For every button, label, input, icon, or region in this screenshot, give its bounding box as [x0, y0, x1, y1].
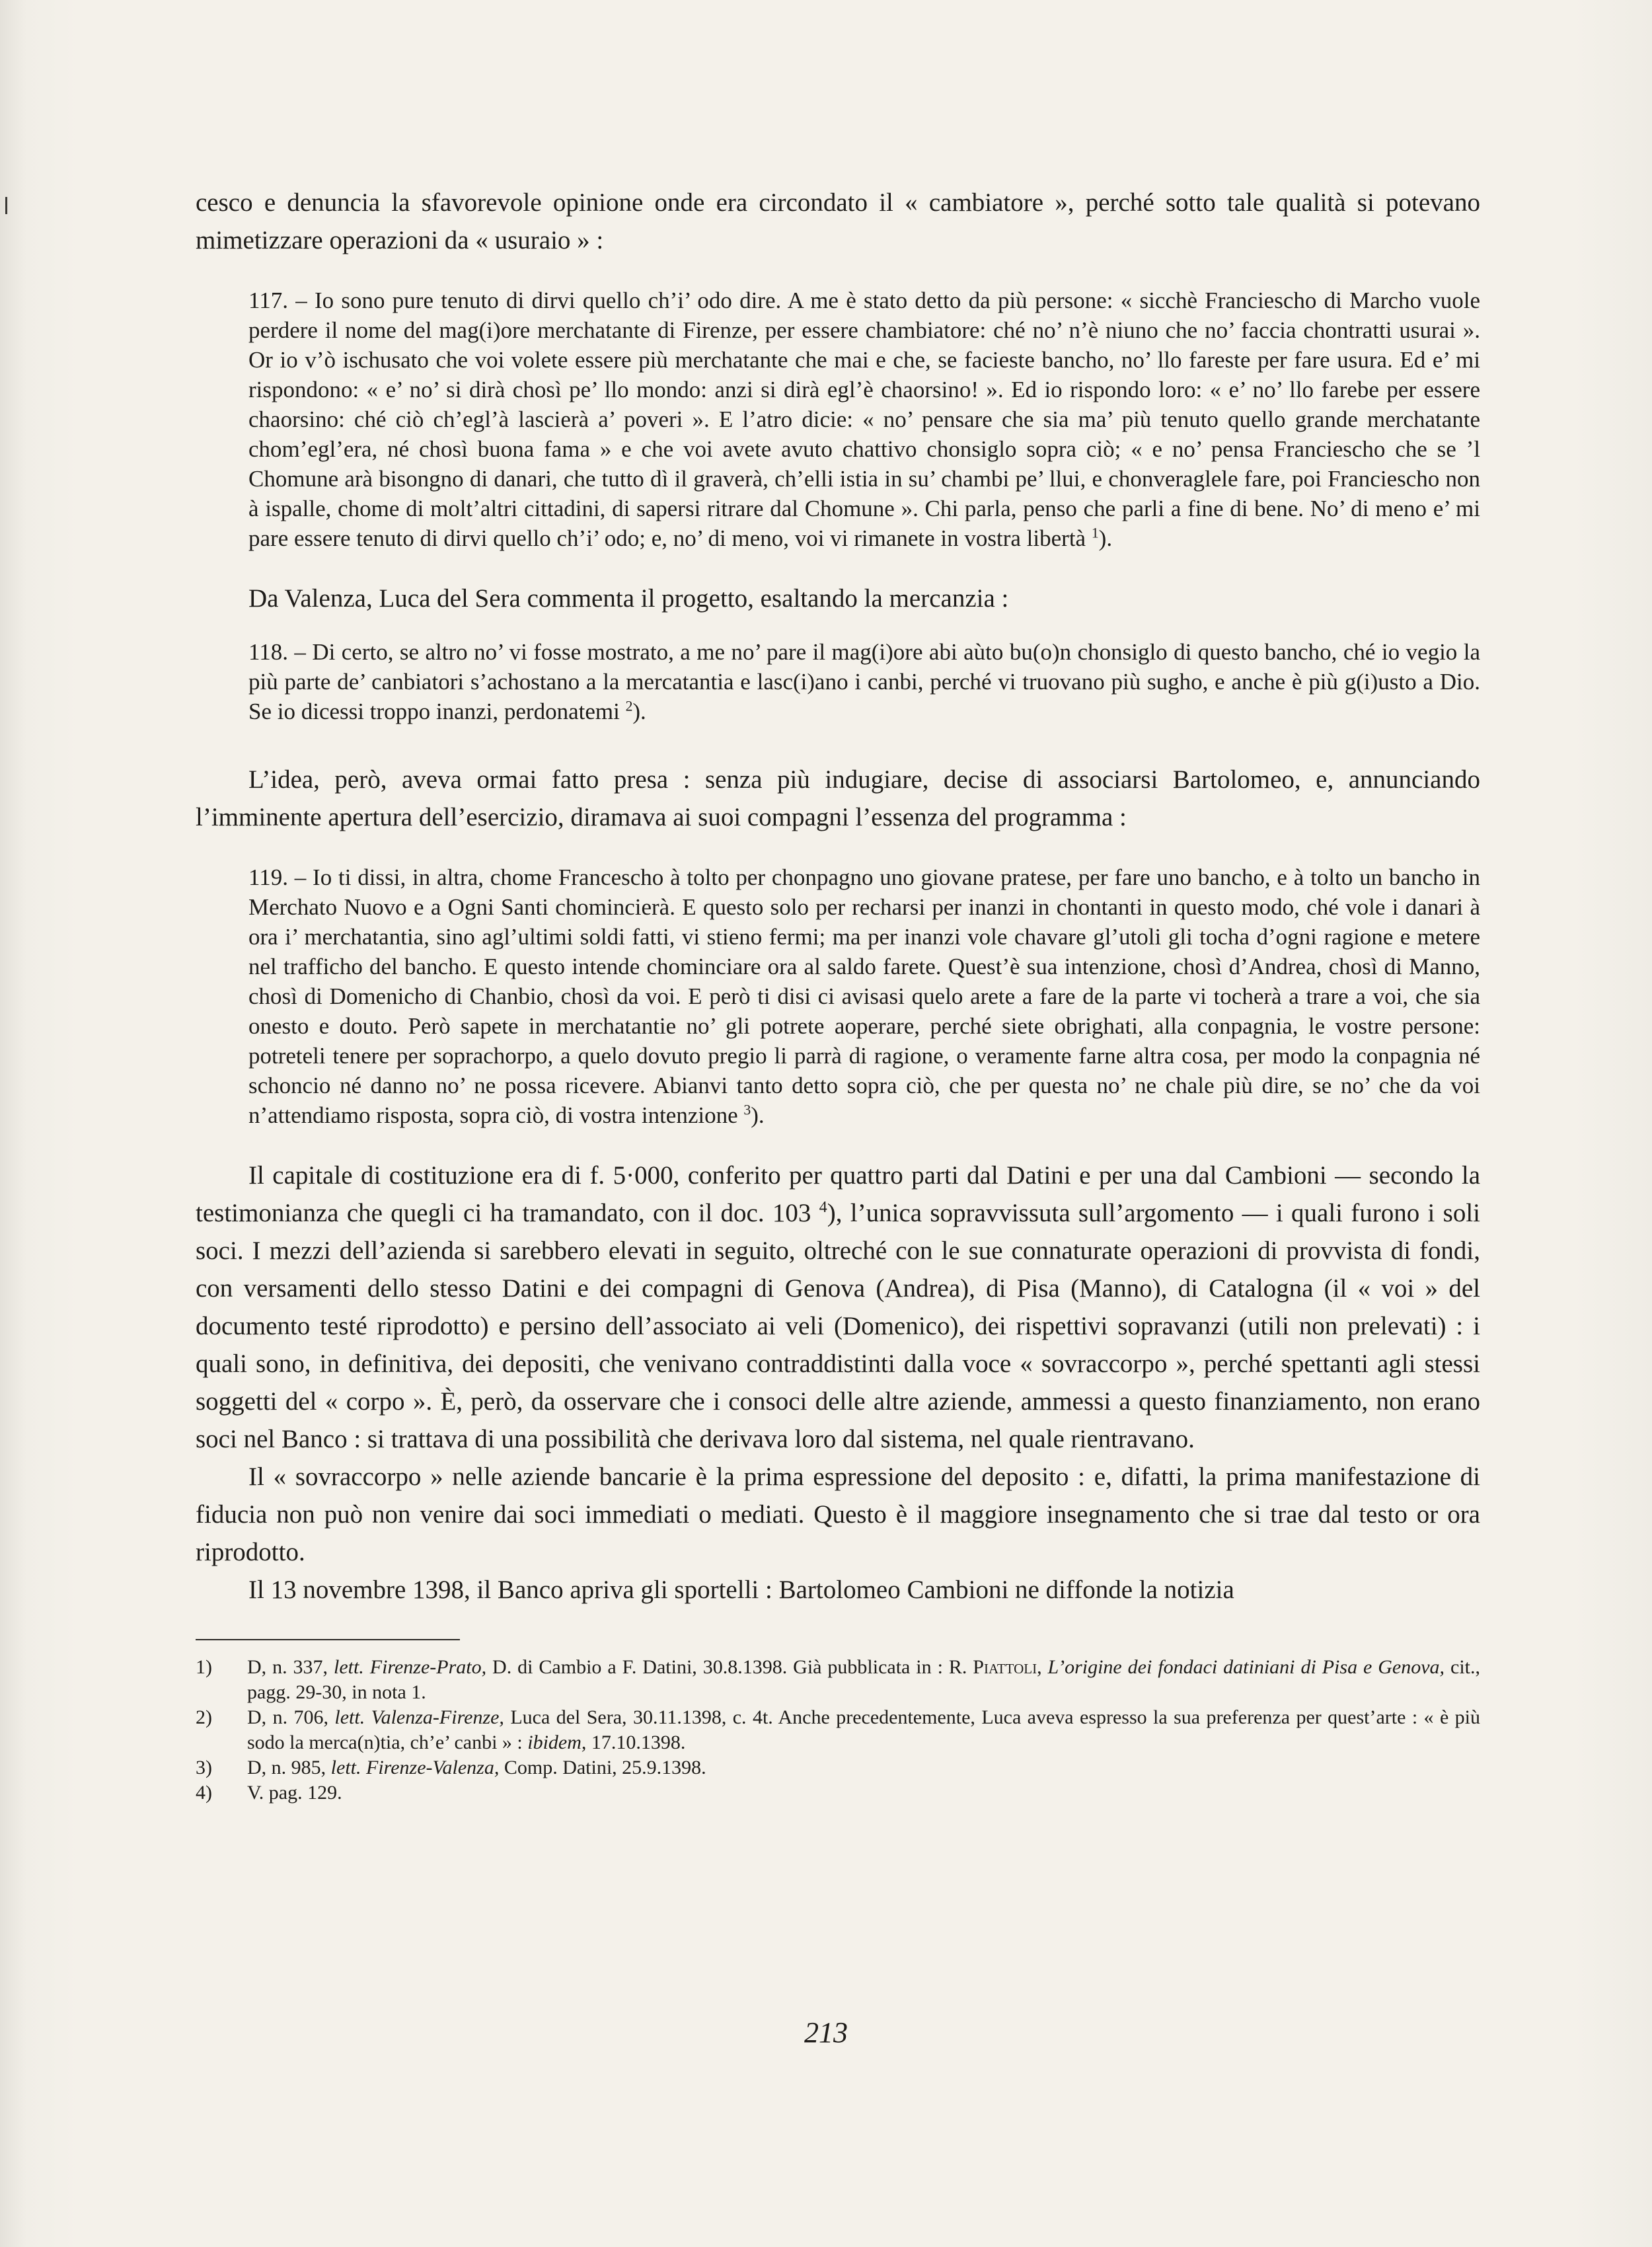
footnote-1	[196, 1655, 1480, 1705]
quote-doc-117-text: 117. – Io sono pure tenuto di dirvi quello ch’i’ odo dire. A me è stato detto da più persone: « sicchè Franciescho di Marcho vuole perdere il nome del mag(i)ore merchatante di Firenze, per essere chambiatore: ché no’ n’è niuno che no’ faccia chontratti usurai ». Or io v’ò ischusato che voi volete essere più merchatante che mai e che, se facieste bancho, no’ llo fareste per fare usura. Ed e’ mi rispondono: « e’ no’ si dirà chosì pe’ llo mondo: anzi si dirà egl’è chaorsino! ». Ed io rispondo loro: « e’ no’ llo farebe per essere chaorsino: ché ciò ch’egl’à lascierà a’ poveri ». E l’atro dicie: « no’ pensare che sia ma’ più tenuto quello grande merchatante chom’egl’era, né chosì buona fama » e che voi avete avuto chattivo chonsiglo sopra ciò; « e no’ pensa Franciescho che se ’l Chomune arà bisongno di danari, che tutto dì il graverà, ch’elli istia in su’ chambi pe’ llui, e chonveraglele fare, poi Franciescho non à ispalle, chome di molt’altri cittadini, di sapersi ritrare dal Chomune ». Chi parla, penso che parli a fine di bene. No’ di meno e’ mi pare essere tenuto di dirvi quello ch’i’ odo; e, no’ di meno, voi vi rimanete in vostra libertà	[248, 287, 1480, 551]
quote-doc-117-end: ).	[1098, 525, 1113, 551]
footnote-4-number: 4)	[196, 1782, 212, 1804]
page-content	[196, 184, 1480, 1806]
footnote-ref-2: 2	[625, 698, 633, 714]
footnote-rule	[196, 1639, 460, 1640]
footnote-2-mid: Luca del Sera, 30.11.1398, c. 4t. Anche precedentemente, Luca aveva espresso la sua preferenza per quest’arte : « è più sodo la merca(n)tia, ch’e’ canbi » :	[247, 1706, 1480, 1753]
quote-doc-117	[196, 286, 1480, 553]
footnote-3-italic-a: lett. Firenze-Valenza,	[330, 1757, 500, 1778]
footnote-4	[196, 1780, 1480, 1806]
quote-doc-119-end: ).	[751, 1102, 765, 1128]
intro-paragraph: cesco e denuncia la sfavorevole opinione onde era circondato il « cambiatore », perché sotto tale qualità si potevano mimetizzare operazioni da « usuraio » :	[196, 188, 1480, 254]
capitale-text-a: Il capitale di costituzione era di f. 5·000, conferito per quattro parti dal Datini e per una dal Cambioni — secondo la testimonianza che quegli ci ha tramandato, con il doc. 103	[196, 1161, 1480, 1227]
footnote-1-mid: D. di Cambio a F. Datini, 30.8.1398. Già pubblicata in : R.	[486, 1656, 973, 1678]
footnote-1-author: Piattoli	[973, 1656, 1037, 1678]
valenza-paragraph: Da Valenza, Luca del Sera commenta il progetto, esaltando la mercanzia :	[248, 584, 1009, 613]
footnote-1-post: cit., pagg. 29-30, in nota 1.	[247, 1656, 1480, 1703]
quote-doc-119-text: 119. – Io ti dissi, in altra, chome Francescho à tolto per chonpagno uno giovane pratese, per fare uno bancho, e à tolto un bancho in Merchato Nuovo e a Ogni Santi chomincierà. E questo solo per recharsi per inanzi in chontanti in questo modo, ché vole i danari à ora i’ merchatantia, sino agl’ultimi soldi fatti, vi stieno fermi; ma per inanzi vole chavare gl’utoli gli tocha d’ogni ragione e metere nel trafficho del bancho. E questo intende chominciare ora al saldo farete. Quest’è sua intenzione, chosì d’Andrea, chosì di Manno, chosì di Domenicho di Chanbio, chosì da voi. E però ti disi ci avisasi quelo arete a fare de la parte vi tocherà a trare a voi, che sia onesto e douto. Però sapete in merchatantie no’ gli potrete aoperare, perché siete obrighati, alla conpagnia, le vostre persone: potreteli tenere per soprachorpo, a quelo dovuto pregio li parrà di ragione, o veramente farne altra cosa, per modo la conpagnia né schoncio né danno no’ ne possa ricevere. Abianvi tanto detto sopra ciò, che per questa no’ ne chale più dire, se no’ che da voi n’attendiamo risposta, sopra ciò, di vostra intenzione	[248, 864, 1480, 1128]
footnote-2-italic-a: lett. Valenza-Firenze,	[334, 1706, 504, 1728]
footnote-1-italic-a: lett. Firenze-Prato,	[333, 1656, 487, 1678]
footnote-2	[196, 1705, 1480, 1755]
capitale-text-b: ), l’unica sopravvissuta sull’argomento — i quali furono i soli soci. I mezzi dell’azienda si sarebbero elevati in seguito, oltreché con le sue connaturate operazioni di provvista di fondi, con versamenti dello stesso Datini e dei compagni di Genova (Andrea), di Pisa (Manno), di Catalogna (il « voi » del documento testé riprodotto) e persino dell’associato ai veli (Domenico), dei rispettivi sopravanzi (utili non prelevati) : i quali sono, in definitiva, dei depositi, che venivano contraddistinti dalla voce « sovraccorpo », perché spettanti agli stessi soggetti del « corpo ». È, però, da osservare che i consoci delle altre aziende, ammessi a questo finanziamento, non erano soci nel Banco : si trattava di una possibilità che derivava loro dal sistema, nel quale rientravano.	[196, 1199, 1480, 1453]
margin-mark	[5, 197, 7, 214]
footnote-2-pre: D, n. 706,	[247, 1706, 335, 1728]
footnote-1-mid2: ,	[1037, 1656, 1048, 1678]
footnote-ref-4: 4	[819, 1198, 827, 1216]
footnote-2-number: 2)	[196, 1706, 212, 1728]
footnote-ref-1: 1	[1091, 525, 1099, 541]
quote-doc-118-text: 118. – Di certo, se altro no’ vi fosse mostrato, a me no’ pare il mag(i)ore abi aùto bu(o)n chonsiglo di questo bancho, ché io vegio la più parte de’ canbiatori s’achostano a la mercatantia e lasc(i)ano i canbi, perché vi truovano più sugho, e anche è più g(i)usto a Dio. Se io dicessi troppo inanzi, perdonatemi	[248, 639, 1480, 724]
quote-doc-119	[196, 862, 1480, 1130]
sovraccorpo-paragraph: Il « sovraccorpo » nelle aziende bancarie è la prima espressione del deposito : e, difatti, la prima manifestazione di fiducia non può non venire dai soci immediati o mediati. Questo è il maggiore insegnamento che si trae dal testo or ora riprodotto.	[196, 1463, 1480, 1566]
footnote-2-post: 17.10.1398.	[586, 1732, 686, 1753]
footnote-3	[196, 1755, 1480, 1780]
footnote-4-pre: V. pag. 129.	[247, 1782, 342, 1804]
idea-paragraph: L’idea, però, aveva ormai fatto presa : senza più indugiare, decise di associarsi Bartolomeo, e, annunciando l’imminente apertura dell’esercizio, diramava ai suoi compagni l’essenza del programma :	[196, 765, 1480, 831]
quote-doc-118-end: ).	[632, 699, 646, 724]
footnote-2-italic-b: ibidem,	[527, 1732, 587, 1753]
footnote-ref-3: 3	[743, 1102, 751, 1118]
footnote-1-pre: D, n. 337,	[247, 1656, 334, 1678]
page-number: 213	[804, 2016, 848, 2049]
footnote-3-number: 3)	[196, 1757, 212, 1778]
footnote-1-number: 1)	[196, 1656, 212, 1678]
footnote-1-italic-b: L’origine dei fondaci datiniani di Pisa e Genova,	[1047, 1656, 1445, 1678]
footnote-3-pre: D, n. 985,	[247, 1757, 331, 1778]
footnote-3-post: Comp. Datini, 25.9.1398.	[499, 1757, 706, 1778]
quote-doc-118	[196, 637, 1480, 726]
capitale-paragraph	[196, 1157, 1480, 1458]
novembre-paragraph: Il 13 novembre 1398, il Banco apriva gli sportelli : Bartolomeo Cambioni ne diffonde la notizia	[248, 1576, 1234, 1604]
